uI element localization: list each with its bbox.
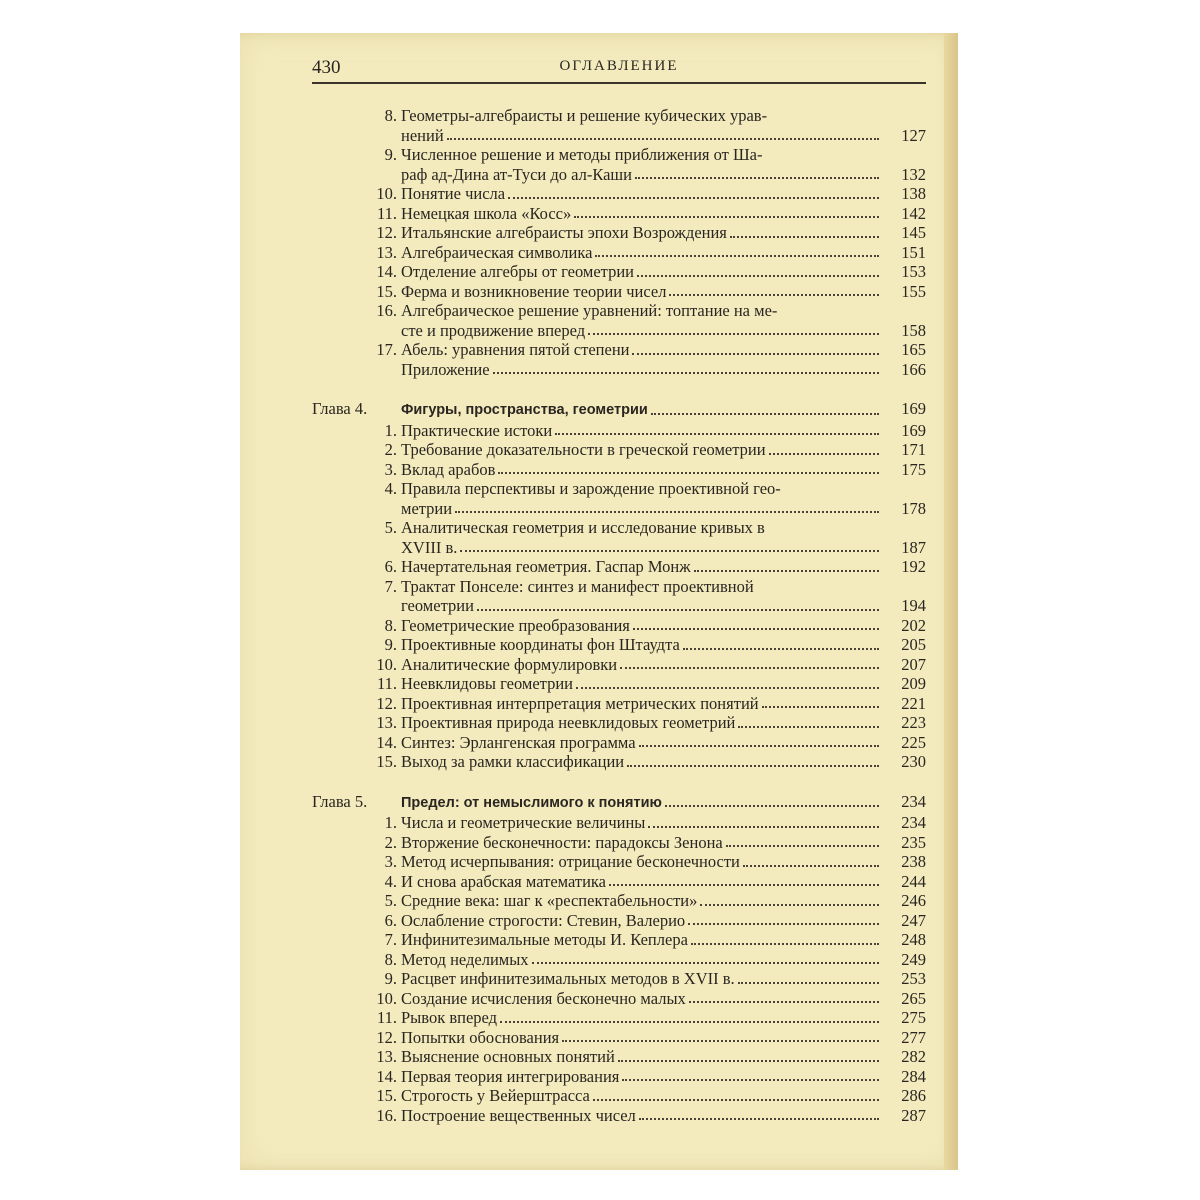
toc-entry-title: Ослабление строгости: Стевин, Валерио — [401, 910, 686, 930]
toc-page-number: 265 — [901, 988, 926, 1008]
toc-entry[interactable] — [312, 106, 926, 145]
toc-entry-number: 6. — [384, 557, 397, 576]
toc-entry-number: 9. — [384, 635, 397, 654]
dot-leader — [639, 1118, 879, 1120]
toc-entry-number: 13. — [376, 242, 397, 262]
toc-entry-title: Геометры-алгебраисты и решение кубических урав- — [401, 106, 768, 125]
dot-leader — [633, 628, 879, 630]
toc-entry-title: Инфинитезимальные методы И. Кеплера — [401, 930, 688, 949]
dot-leader — [532, 962, 879, 964]
toc-entry-number: 17. — [376, 340, 397, 359]
toc-page-number: 169 — [901, 420, 926, 440]
toc-page-number: 246 — [901, 891, 926, 910]
toc-entry-number: 4. — [384, 871, 397, 891]
dot-leader — [500, 1021, 879, 1023]
dot-leader — [648, 826, 879, 828]
dot-leader — [730, 236, 879, 238]
toc-page-number: 230 — [901, 752, 926, 771]
toc-entry-number: 13. — [376, 1047, 397, 1066]
toc-entry[interactable] — [312, 891, 926, 911]
toc-entry-number: 12. — [376, 1027, 397, 1047]
toc-entry-title: Синтез: Эрлангенская программа — [401, 732, 636, 752]
toc-page-number: 153 — [901, 262, 926, 281]
toc-entry-title: Трактат Понселе: синтез и манифест проективной — [401, 576, 754, 596]
dot-leader — [743, 865, 879, 867]
toc-entry[interactable] — [312, 989, 926, 1009]
toc-page-number: 171 — [901, 440, 926, 459]
dot-leader — [635, 177, 879, 179]
dot-leader — [622, 1079, 879, 1081]
toc-entry[interactable] — [312, 479, 926, 518]
dot-leader — [669, 294, 879, 296]
toc-page-number: 277 — [901, 1027, 926, 1047]
toc-page-number: 234 — [901, 791, 926, 811]
toc-entry-title: Абель: уравнения пятой степени — [401, 340, 630, 359]
toc-entry-number: 16. — [376, 1105, 397, 1125]
toc-page-number: 249 — [901, 949, 926, 969]
toc-entry-number: 11. — [376, 203, 397, 223]
toc-entry[interactable] — [312, 674, 926, 694]
toc-entry-title: Аналитическая геометрия и исследование кривых в — [401, 518, 765, 537]
toc-entry-number: 8. — [384, 949, 397, 969]
toc-entry[interactable] — [312, 340, 926, 360]
toc-entry-title: Расцвет инфинитезимальных методов в XVII в. — [401, 969, 735, 988]
dot-leader — [637, 275, 879, 277]
toc-page-number: 221 — [901, 693, 926, 713]
toc-entry[interactable] — [312, 440, 926, 460]
toc-entry[interactable] — [312, 421, 926, 441]
toc-entry-title: метрии — [401, 498, 453, 518]
toc-entry-number: 7. — [384, 930, 397, 949]
toc-entry-number: 9. — [384, 969, 397, 988]
dot-leader — [555, 433, 879, 435]
toc-entry[interactable] — [312, 577, 926, 616]
toc-entry[interactable] — [312, 1106, 926, 1126]
toc-entry-number: 14. — [376, 732, 397, 752]
toc-chapter-heading[interactable] — [312, 399, 926, 421]
toc-page-number: 286 — [901, 1086, 926, 1105]
toc-entry-title: Понятие числа — [401, 184, 506, 203]
toc-entry-number: 15. — [376, 752, 397, 771]
toc-page-number: 209 — [901, 674, 926, 693]
toc-page-number: 192 — [901, 557, 926, 576]
toc-entry-title: Первая теория интегрирования — [401, 1066, 620, 1086]
toc-entry-number: 14. — [376, 262, 397, 281]
toc-page-number: 248 — [901, 930, 926, 949]
toc-entry[interactable] — [312, 204, 926, 224]
dot-leader — [618, 1060, 879, 1062]
section-gap — [312, 772, 926, 792]
toc-entry-title: Численное решение и методы приближения от Ша- — [401, 145, 763, 164]
toc-page-number: 166 — [901, 359, 926, 379]
table-of-contents — [312, 106, 926, 1125]
toc-entry-title: Проективная интерпретация метрических понятий — [401, 693, 759, 713]
toc-entry[interactable] — [312, 635, 926, 655]
toc-entry-number: Глава 5. — [312, 791, 368, 811]
toc-entry[interactable] — [312, 223, 926, 243]
toc-entry-number: 15. — [376, 281, 397, 301]
dot-leader — [493, 372, 879, 374]
toc-entry-number: 10. — [376, 654, 397, 674]
toc-entry[interactable] — [312, 950, 926, 970]
toc-entry[interactable] — [312, 1067, 926, 1087]
dot-leader — [691, 943, 879, 945]
toc-page-number: 151 — [901, 242, 926, 262]
toc-entry[interactable] — [312, 655, 926, 675]
toc-entry-number: 5. — [384, 518, 397, 537]
toc-entry-title: Вторжение бесконечности: парадоксы Зенона — [401, 832, 723, 852]
toc-entry-number: 3. — [384, 459, 397, 479]
toc-entry-title: Построение вещественных чисел — [401, 1105, 636, 1125]
dot-leader — [455, 511, 879, 513]
toc-page-number: 194 — [901, 596, 926, 615]
page-header — [312, 56, 926, 84]
dot-leader — [609, 884, 879, 886]
running-title: ОГЛАВЛЕНИЕ — [559, 58, 679, 74]
toc-page-number: 142 — [901, 203, 926, 223]
toc-entry-number: 11. — [376, 674, 397, 693]
toc-page-number: 223 — [901, 713, 926, 732]
toc-entry[interactable] — [312, 813, 926, 833]
page-number: 430 — [312, 57, 341, 78]
toc-entry-title: Итальянские алгебраисты эпохи Возрождения — [401, 223, 727, 242]
toc-page-number: 175 — [901, 459, 926, 479]
toc-entry-number: 5. — [384, 891, 397, 910]
toc-page-number: 169 — [901, 399, 926, 418]
dot-leader — [726, 845, 879, 847]
dot-leader — [689, 1001, 879, 1003]
dot-leader — [595, 255, 879, 257]
dot-leader — [576, 687, 879, 689]
toc-entry-number: 1. — [384, 813, 397, 832]
toc-page-number: 187 — [901, 537, 926, 557]
toc-entry-number: 10. — [376, 988, 397, 1008]
toc-entry[interactable] — [312, 833, 926, 853]
dot-leader — [738, 982, 879, 984]
toc-entry-number: 1. — [384, 420, 397, 440]
toc-entry[interactable] — [312, 460, 926, 480]
toc-page-number: 178 — [901, 498, 926, 518]
toc-entry-title: Вклад арабов — [401, 459, 496, 479]
toc-entry[interactable] — [312, 911, 926, 931]
toc-page-number: 282 — [901, 1047, 926, 1066]
dot-leader — [588, 333, 879, 335]
toc-entry[interactable] — [312, 616, 926, 636]
toc-page-number: 225 — [901, 732, 926, 752]
dot-leader — [620, 667, 879, 669]
toc-page-number: 138 — [901, 184, 926, 203]
toc-entry-number: 16. — [376, 301, 397, 320]
dot-leader — [593, 1099, 879, 1101]
toc-page-number: 275 — [901, 1008, 926, 1027]
toc-entry-title: Геометрические преобразования — [401, 615, 630, 635]
toc-entry-number — [312, 360, 397, 380]
dot-leader — [762, 706, 879, 708]
toc-page-number: 165 — [901, 340, 926, 359]
toc-page-number: 247 — [901, 910, 926, 930]
toc-entry-number: 14. — [376, 1066, 397, 1086]
toc-entry-title: Выход за рамки классификации — [401, 752, 625, 771]
toc-page-number: 207 — [901, 654, 926, 674]
dot-leader — [562, 1040, 879, 1042]
toc-entry[interactable] — [312, 145, 926, 184]
toc-page-number: 235 — [901, 832, 926, 852]
toc-page-number: 202 — [901, 615, 926, 635]
toc-entry-title: Приложение — [401, 359, 490, 379]
toc-entry-title: Числа и геометрические величины — [401, 813, 646, 832]
toc-entry[interactable] — [312, 282, 926, 302]
toc-entry[interactable] — [312, 1008, 926, 1028]
toc-entry-title: Практические истоки — [401, 420, 553, 440]
toc-entry-title: И снова арабская математика — [401, 871, 607, 891]
toc-entry-title: XVIII в. — [401, 537, 458, 557]
dot-leader — [447, 138, 879, 140]
toc-entry[interactable] — [312, 1086, 926, 1106]
toc-entry-number: 7. — [384, 576, 397, 596]
toc-entry-number: Глава 4. — [312, 399, 368, 418]
dot-leader — [639, 745, 879, 747]
toc-page-number: 244 — [901, 871, 926, 891]
toc-entry-title: Немецкая школа «Косс» — [401, 203, 572, 223]
toc-entry-number: 15. — [376, 1086, 397, 1105]
toc-entry-number: 4. — [384, 479, 397, 498]
toc-page-number: 132 — [901, 164, 926, 184]
toc-page-number: 145 — [901, 223, 926, 242]
toc-entry[interactable] — [312, 930, 926, 950]
toc-entry[interactable] — [312, 518, 926, 557]
toc-entry[interactable] — [312, 301, 926, 340]
toc-entry-title: Попытки обоснования — [401, 1027, 560, 1047]
dot-leader — [460, 550, 879, 552]
toc-entry-title: Алгебраическая символика — [401, 242, 593, 262]
toc-entry-title: Требование доказательности в греческой геометрии — [401, 440, 766, 459]
toc-entry-title: Предел: от немыслимого к понятию — [401, 794, 662, 811]
toc-entry-title: сте и продвижение вперед — [401, 320, 586, 340]
section-gap — [312, 379, 926, 399]
toc-entry-title: Строгость у Вейерштрасса — [401, 1086, 590, 1105]
toc-entry-number: 3. — [384, 852, 397, 871]
toc-entry-title: Алгебраическое решение уравнений: топтание на ме- — [401, 301, 778, 320]
dot-leader — [700, 904, 879, 906]
toc-entry-number: 12. — [376, 693, 397, 713]
toc-page-number: 155 — [901, 281, 926, 301]
toc-entry-title: Ферма и возникновение теории чисел — [401, 281, 667, 301]
toc-entry[interactable] — [312, 969, 926, 989]
toc-entry-title: Средние века: шаг к «респектабельности» — [401, 891, 698, 910]
toc-entry-number: 9. — [384, 145, 397, 164]
toc-entry[interactable] — [312, 557, 926, 577]
toc-page-number: 238 — [901, 852, 926, 871]
toc-entry[interactable] — [312, 694, 926, 714]
toc-page-number: 205 — [901, 635, 926, 654]
dot-leader — [498, 472, 879, 474]
toc-page-number: 127 — [901, 125, 926, 145]
toc-page-number: 287 — [901, 1105, 926, 1125]
toc-entry-number: 8. — [384, 615, 397, 635]
dot-leader — [477, 609, 879, 611]
toc-entry-title: Создание исчисления бесконечно малых — [401, 988, 686, 1008]
toc-entry-title: Метод неделимых — [401, 949, 529, 969]
toc-entry-number: 11. — [376, 1008, 397, 1027]
dot-leader — [508, 197, 879, 199]
toc-entry-title: Неевклидовы геометрии — [401, 674, 573, 693]
toc-entry-title: Рывок вперед — [401, 1008, 498, 1027]
toc-entry-title: раф ад-Дина ат-Туси до ал-Каши — [401, 164, 632, 184]
toc-entry-number: 13. — [376, 713, 397, 732]
toc-entry-title: Правила перспективы и зарождение проективной гео- — [401, 479, 781, 498]
dot-leader — [769, 453, 879, 455]
dot-leader — [738, 726, 879, 728]
toc-page-number: 284 — [901, 1066, 926, 1086]
toc-entry[interactable] — [312, 243, 926, 263]
toc-entry-title: нений — [401, 125, 444, 145]
toc-entry-number: 6. — [384, 910, 397, 930]
toc-entry[interactable] — [312, 1047, 926, 1067]
dot-leader — [574, 216, 879, 218]
toc-entry-title: Отделение алгебры от геометрии — [401, 262, 634, 281]
toc-entry-title: Проективные координаты фон Штаудта — [401, 635, 680, 654]
toc-entry-number: 2. — [384, 440, 397, 459]
toc-entry-title: Выяснение основных понятий — [401, 1047, 615, 1066]
dot-leader — [632, 353, 879, 355]
toc-page-number: 253 — [901, 969, 926, 988]
toc-entry[interactable] — [312, 872, 926, 892]
toc-entry-title: геометрии — [401, 596, 474, 615]
toc-entry-title: Фигуры, пространства, геометрии — [401, 402, 648, 418]
page-spine-shadow — [944, 33, 958, 1170]
toc-entry-title: Метод исчерпывания: отрицание бесконечности — [401, 852, 740, 871]
toc-entry-title: Начертательная геометрия. Гаспар Монж — [401, 557, 691, 576]
dot-leader — [688, 923, 879, 925]
dot-leader — [683, 648, 879, 650]
toc-entry[interactable] — [312, 1028, 926, 1048]
toc-entry[interactable] — [312, 733, 926, 753]
toc-entry[interactable] — [312, 752, 926, 772]
dot-leader — [694, 570, 879, 572]
toc-entry-number: 8. — [384, 106, 397, 125]
dot-leader — [665, 805, 879, 807]
toc-page-number: 158 — [901, 320, 926, 340]
toc-entry[interactable] — [312, 713, 926, 733]
dot-leader — [651, 413, 879, 415]
toc-entry-number: 10. — [376, 184, 397, 203]
toc-entry[interactable] — [312, 852, 926, 872]
toc-entry[interactable] — [312, 360, 926, 380]
toc-entry-number: 12. — [376, 223, 397, 242]
toc-chapter-heading[interactable] — [312, 792, 926, 814]
toc-page-number: 234 — [901, 813, 926, 832]
toc-entry-title: Аналитические формулировки — [401, 654, 618, 674]
toc-entry-title: Проективная природа неевклидовых геометрий — [401, 713, 736, 732]
toc-entry[interactable] — [312, 184, 926, 204]
toc-entry[interactable] — [312, 262, 926, 282]
dot-leader — [627, 765, 879, 767]
toc-entry-number: 2. — [384, 832, 397, 852]
